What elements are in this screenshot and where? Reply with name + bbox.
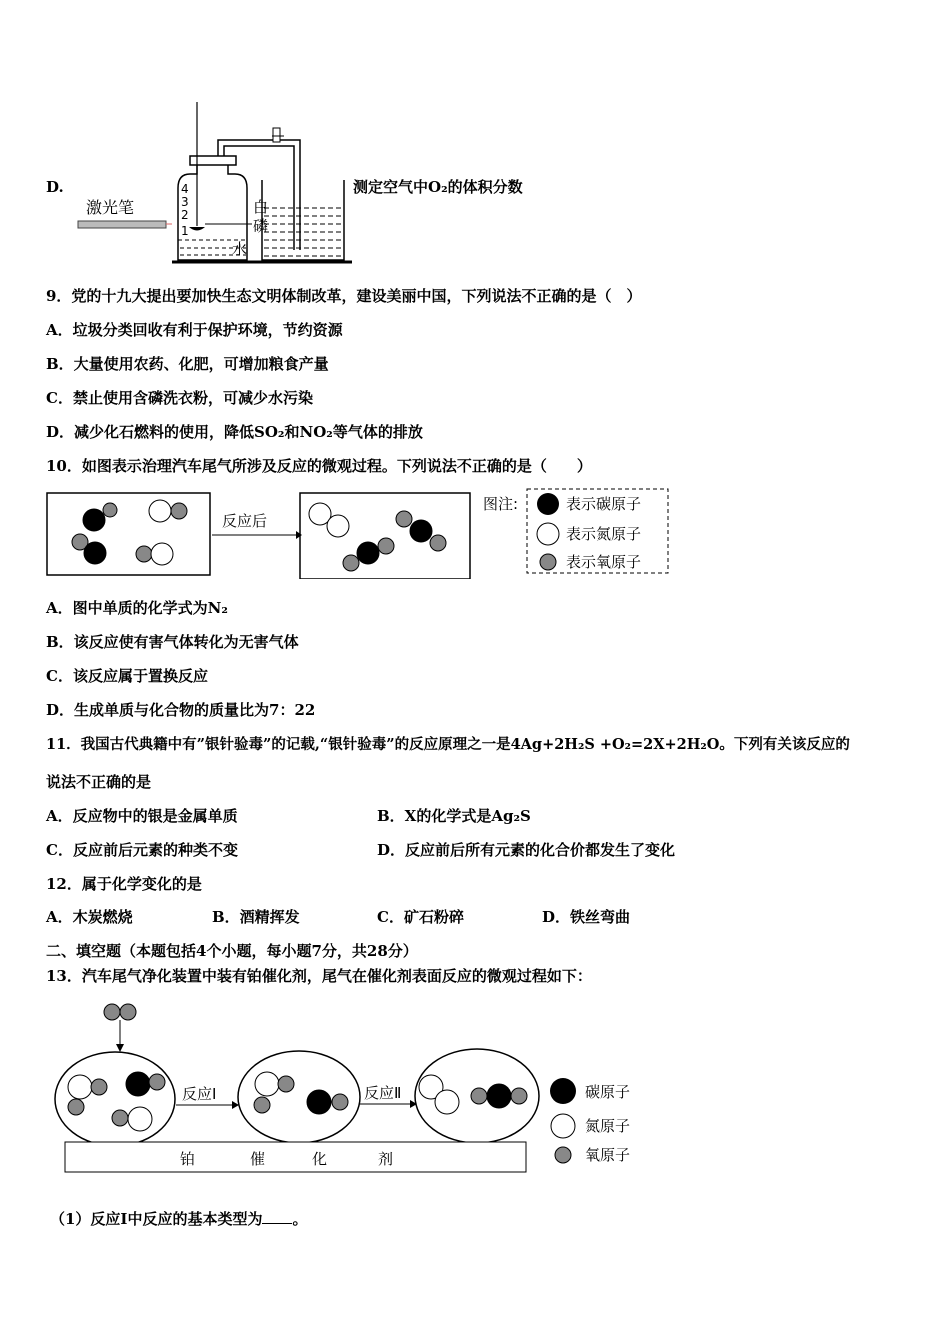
q13-arrow1-label: 反应Ⅰ <box>182 1085 217 1103</box>
white-phosphorus-label-1: 白 <box>253 198 269 216</box>
oxygen-atom-icon <box>540 554 556 570</box>
catalyst-char-1: 铂 <box>180 1150 196 1168</box>
catalyst-char-4: 剂 <box>378 1150 394 1168</box>
q10-option-b: B．该反应使有害气体转化为无害气体 <box>46 633 299 651</box>
q13-arrow2-label: 反应Ⅱ <box>364 1084 402 1102</box>
laser-pen-label: 激光笔 <box>86 198 135 217</box>
q11-option-a: A．反应物中的银是金属单质 <box>46 807 238 825</box>
q10-legend-title: 图注: <box>483 495 519 513</box>
q9-option-d: D．减少化石燃料的使用，降低SO₂和NO₂等气体的排放 <box>46 423 423 441</box>
q10-legend-oxygen: 表示氧原子 <box>566 553 642 571</box>
q10-option-c: C．该反应属于置换反应 <box>46 667 208 685</box>
q13-stem: 13．汽车尾气净化装置中装有铂催化剂，尾气在催化剂表面反应的微观过程如下： <box>46 967 592 985</box>
q10-stem: 10．如图表示治理汽车尾气所涉及反应的微观过程。下列说法不正确的是（ ） <box>46 457 592 475</box>
q11-option-c: C．反应前后元素的种类不变 <box>46 841 238 859</box>
catalyst-char-3: 化 <box>312 1150 328 1168</box>
q13-sub1 <box>50 1209 307 1229</box>
q10-reaction-figure <box>46 487 676 579</box>
q9-stem: 9．党的十九大提出要加快生态文明体制改革，建设美丽中国，下列说法不正确的是（ ） <box>46 287 642 305</box>
q13-nitrogen-atom-icon <box>551 1114 575 1138</box>
q13-legend-carbon: 碳原子 <box>585 1083 631 1101</box>
q10-legend-carbon: 表示碳原子 <box>566 495 642 513</box>
q13-legend-nitrogen: 氮原子 <box>585 1117 631 1135</box>
q12-stem: 12．属于化学变化的是 <box>46 875 202 893</box>
q11-stem-line1: 11．我国古代典籍中有”银针验毒”的记载,“银针验毒”的反应原理之一是4Ag+2H₂S +O₂=2X+2H₂O。下列有关该反应的 <box>46 736 850 753</box>
water-label: 水 <box>232 240 248 258</box>
q12-option-c: C．矿石粉碎 <box>377 908 464 926</box>
q13-sub1-suffix: 。 <box>292 1210 308 1228</box>
q9-option-b: B．大量使用农药、化肥，可增加粮食产量 <box>46 355 329 373</box>
q13-legend-oxygen: 氧原子 <box>585 1146 631 1164</box>
q11-option-d: D．反应前后所有元素的化合价都发生了变化 <box>377 841 676 859</box>
q9-option-a: A．垃圾分类回收有利于保护环境，节约资源 <box>46 321 343 339</box>
carbon-atom-icon <box>537 493 559 515</box>
nitrogen-atom-icon <box>537 523 559 545</box>
q11-option-b: B．X的化学式是Ag₂S <box>377 807 531 825</box>
q8-option-d-text: 测定空气中O₂的体积分数 <box>353 178 523 196</box>
q13-oxygen-atom-icon <box>555 1147 571 1163</box>
scale-3: 3 <box>181 195 189 209</box>
q12-option-b: B．酒精挥发 <box>212 908 300 926</box>
q12-option-a: A．木炭燃烧 <box>46 908 133 926</box>
scale-4: 4 <box>181 182 189 196</box>
q10-arrow-label: 反应后 <box>222 512 268 530</box>
scale-2: 2 <box>181 208 189 222</box>
q10-option-d: D．生成单质与化合物的质量比为7：22 <box>46 701 316 719</box>
q10-option-a: A．图中单质的化学式为N₂ <box>46 599 228 617</box>
q13-sub1-answer-blank[interactable] <box>262 1209 292 1224</box>
catalyst-char-2: 催 <box>250 1150 266 1168</box>
q11-stem-line2: 说法不正确的是 <box>46 773 152 791</box>
q10-legend-nitrogen: 表示氮原子 <box>566 525 642 543</box>
q8-option-d-label: D. <box>46 178 64 196</box>
white-phosphorus-label-2: 磷 <box>253 217 269 235</box>
q8-apparatus-figure <box>72 100 357 268</box>
section2-title: 二、填空题（本题包括4个小题，每小题7分，共28分） <box>46 942 418 960</box>
laser-pen-icon <box>78 221 166 228</box>
q12-option-d: D．铁丝弯曲 <box>542 908 631 926</box>
scale-1: 1 <box>181 224 189 238</box>
q13-catalyst-figure <box>52 998 652 1178</box>
q9-option-c: C．禁止使用含磷洗衣粉，可减少水污染 <box>46 389 313 407</box>
q13-carbon-atom-icon <box>550 1078 576 1104</box>
q13-sub1-prefix: （1）反应Ⅰ中反应的基本类型为 <box>50 1210 263 1228</box>
